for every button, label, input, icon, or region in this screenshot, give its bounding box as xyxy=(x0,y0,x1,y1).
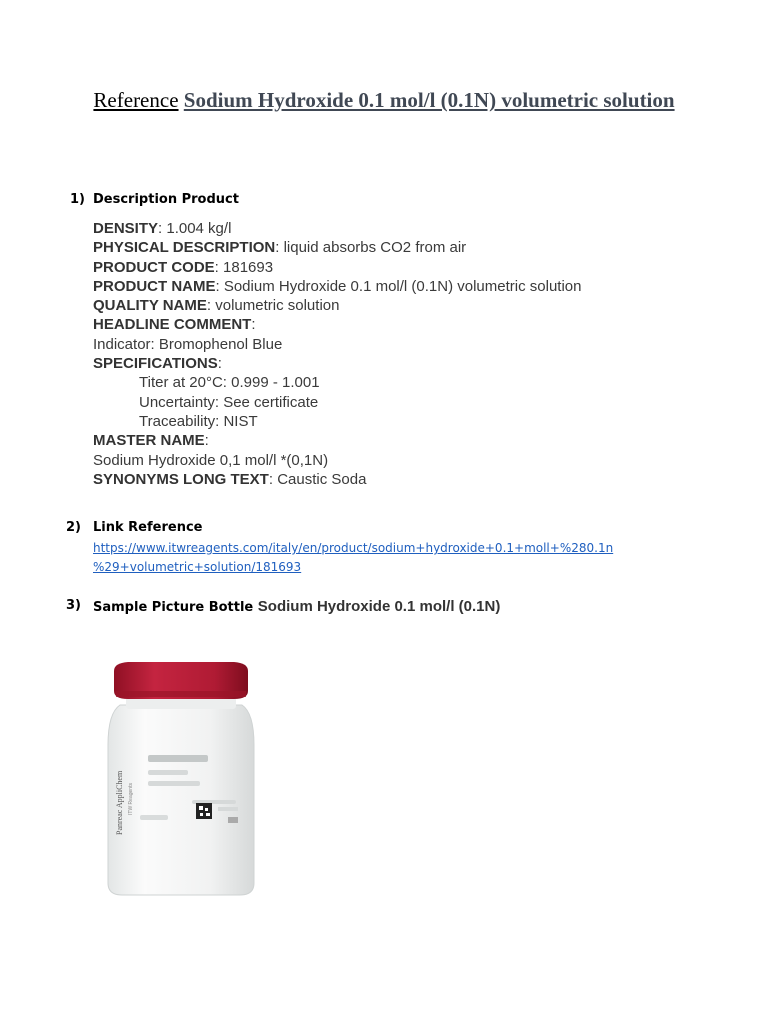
property-label: QUALITY NAME xyxy=(93,297,207,315)
reference-link[interactable] xyxy=(93,539,653,577)
section-3-heading-product: Sodium Hydroxide 0.1 mol/l (0.1N) xyxy=(257,598,501,615)
property-row xyxy=(93,412,581,431)
property-text: Uncertainty: See certificate xyxy=(139,393,319,411)
brand-label: Panreac AppliChem xyxy=(115,770,124,835)
property-row xyxy=(93,373,581,392)
label-line xyxy=(148,770,188,775)
property-row xyxy=(93,470,581,489)
section-1-heading: Description Product xyxy=(93,192,239,207)
property-label: SPECIFICATIONS xyxy=(93,355,218,373)
reference-link-line-2[interactable]: %29+volumetric+solution/181693 xyxy=(93,560,302,574)
property-row xyxy=(93,393,581,412)
section-3-number: 3) xyxy=(66,598,81,613)
brand-sub-label: ITW Reagents xyxy=(128,783,134,815)
property-text: Traceability: NIST xyxy=(139,412,258,430)
reference-link-line-1[interactable]: https://www.itwreagents.com/italy/en/product/sodium+hydroxide+0.1+moll+%280.1n xyxy=(93,541,614,555)
property-value: : xyxy=(204,432,209,450)
section-3-heading xyxy=(93,598,500,615)
label-line xyxy=(228,817,238,823)
section-2-number: 2) xyxy=(66,520,81,535)
cap-ring xyxy=(116,691,246,697)
property-value: : Sodium Hydroxide 0.1 mol/l (0.1N) volumetric solution xyxy=(215,277,582,295)
property-value: : Caustic Soda xyxy=(268,470,367,488)
page-title xyxy=(60,86,708,114)
property-value: : 181693 xyxy=(214,258,274,276)
qr-code-icon xyxy=(196,803,212,819)
property-value: : volumetric solution xyxy=(206,297,340,315)
label-line xyxy=(218,807,238,811)
property-row xyxy=(93,451,581,470)
bottle-picture xyxy=(100,655,260,900)
section-1-number: 1) xyxy=(70,192,85,207)
property-text: Sodium Hydroxide 0,1 mol/l *(0,1N) xyxy=(93,451,329,469)
section-2-heading: Link Reference xyxy=(93,520,203,535)
property-row xyxy=(93,315,581,334)
property-value: : xyxy=(251,316,256,334)
title-product-name: Sodium Hydroxide 0.1 mol/l (0.1N) volumetric solution xyxy=(183,88,675,112)
property-text: Indicator: Bromophenol Blue xyxy=(93,335,283,353)
label-line xyxy=(140,815,168,820)
property-row xyxy=(93,277,581,296)
property-text: Titer at 20°C: 0.999 - 1.001 xyxy=(139,374,320,392)
property-row xyxy=(93,431,581,450)
property-label: DENSITY xyxy=(93,220,159,237)
property-row xyxy=(93,219,581,238)
property-label: MASTER NAME xyxy=(93,432,205,450)
property-label: HEADLINE COMMENT xyxy=(93,316,252,334)
property-row xyxy=(93,296,581,315)
section-3-heading-label: Sample Picture Bottle xyxy=(93,600,254,615)
label-line xyxy=(148,755,208,762)
product-properties xyxy=(93,219,581,489)
property-value: : 1.004 kg/l xyxy=(158,220,232,237)
property-row xyxy=(93,258,581,277)
property-label: PHYSICAL DESCRIPTION xyxy=(93,239,276,257)
title-reference: Reference xyxy=(93,88,179,112)
property-label: PRODUCT NAME xyxy=(93,277,216,295)
property-row xyxy=(93,335,581,354)
label-line xyxy=(148,781,200,786)
property-row xyxy=(93,238,581,257)
property-row xyxy=(93,354,581,373)
property-label: SYNONYMS LONG TEXT xyxy=(93,470,269,488)
property-value: : liquid absorbs CO2 from air xyxy=(275,239,467,257)
property-label: PRODUCT CODE xyxy=(93,258,215,276)
property-value: : xyxy=(217,355,222,373)
